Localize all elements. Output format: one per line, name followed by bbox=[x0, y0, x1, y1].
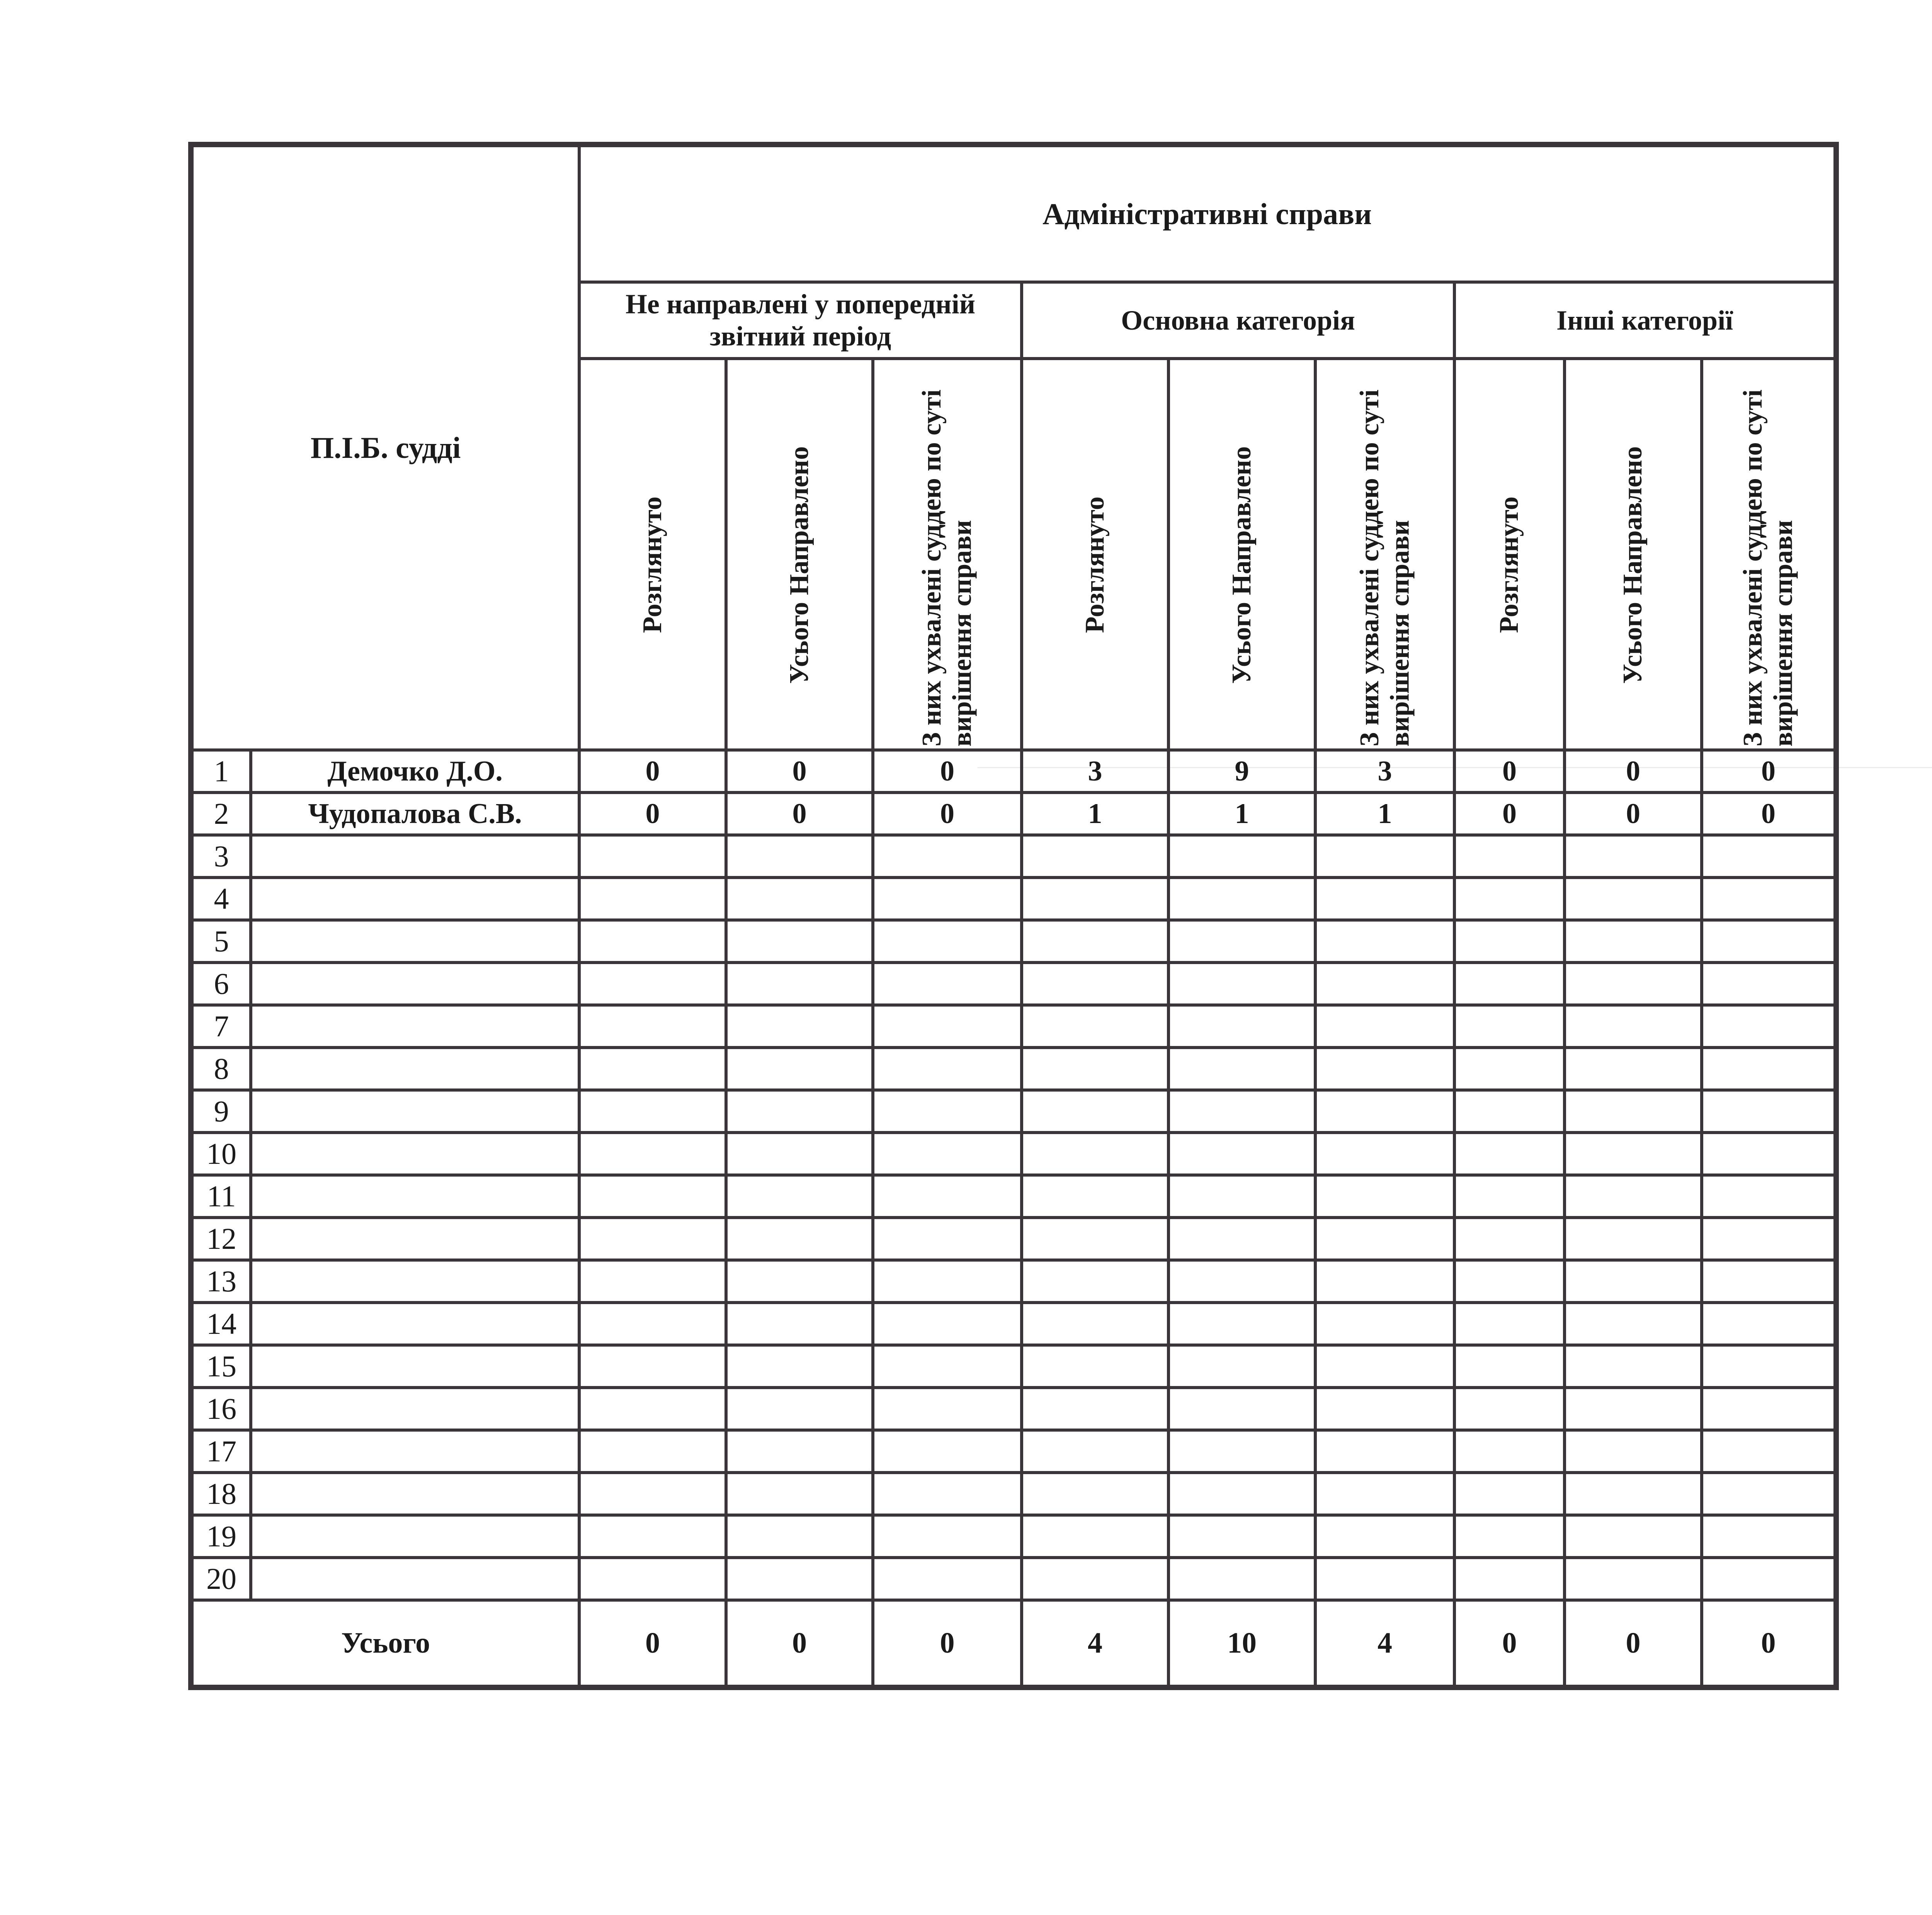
value-cell bbox=[726, 1473, 873, 1515]
value-cell bbox=[873, 1260, 1022, 1303]
value-cell: 1 bbox=[1168, 793, 1315, 835]
value-cell bbox=[1565, 835, 1702, 878]
value-cell bbox=[1315, 963, 1454, 1005]
value-cell bbox=[873, 1558, 1022, 1600]
value-cell bbox=[579, 1005, 726, 1048]
value-cell bbox=[1168, 1133, 1315, 1175]
value-cell bbox=[726, 1558, 873, 1600]
value-cell bbox=[1565, 1303, 1702, 1345]
value-cell bbox=[726, 1218, 873, 1260]
value-cell bbox=[579, 878, 726, 920]
row-number: 11 bbox=[191, 1175, 251, 1218]
value-cell bbox=[1315, 1430, 1454, 1473]
subgroup-header-other-categories: Інші категорії bbox=[1454, 282, 1836, 359]
value-cell bbox=[726, 963, 873, 1005]
judge-name bbox=[251, 1133, 579, 1175]
table-row bbox=[191, 1345, 1836, 1388]
value-cell bbox=[1315, 1345, 1454, 1388]
value-cell bbox=[1022, 920, 1168, 963]
row-number: 12 bbox=[191, 1218, 251, 1260]
total-value-cell: 0 bbox=[873, 1600, 1022, 1687]
judge-name bbox=[251, 1048, 579, 1090]
table-row bbox=[191, 793, 1836, 835]
value-cell bbox=[579, 1260, 726, 1303]
value-cell bbox=[1565, 1090, 1702, 1133]
value-cell bbox=[1168, 1303, 1315, 1345]
judge-name bbox=[251, 1345, 579, 1388]
value-cell bbox=[873, 1048, 1022, 1090]
judge-name bbox=[251, 835, 579, 878]
value-cell bbox=[873, 1388, 1022, 1430]
value-cell bbox=[873, 920, 1022, 963]
value-cell: 0 bbox=[1565, 793, 1702, 835]
value-cell bbox=[726, 1388, 873, 1430]
value-cell bbox=[579, 1175, 726, 1218]
value-cell: 0 bbox=[579, 750, 726, 793]
value-cell bbox=[1702, 1388, 1836, 1430]
value-cell bbox=[1454, 1090, 1565, 1133]
value-cell bbox=[1315, 1473, 1454, 1515]
row-number: 13 bbox=[191, 1260, 251, 1303]
column-header-total-sent: Усього Направлено bbox=[784, 446, 814, 684]
value-cell bbox=[1454, 1260, 1565, 1303]
table-row bbox=[191, 1048, 1836, 1090]
value-cell bbox=[1022, 1005, 1168, 1048]
value-cell: 0 bbox=[873, 793, 1022, 835]
column-header-decided-on-merits: З них ухвалені суддею по суті вирішення справи bbox=[1354, 389, 1415, 747]
column-header-reviewed: Розглянуто bbox=[1494, 497, 1524, 633]
judge-name bbox=[251, 1218, 579, 1260]
row-number: 17 bbox=[191, 1430, 251, 1473]
value-cell bbox=[1168, 1388, 1315, 1430]
value-cell bbox=[1702, 963, 1836, 1005]
table-row bbox=[191, 963, 1836, 1005]
value-cell bbox=[1315, 920, 1454, 963]
value-cell bbox=[1022, 1090, 1168, 1133]
value-cell bbox=[1168, 1515, 1315, 1558]
value-cell bbox=[1168, 920, 1315, 963]
column-header-decided-on-merits: З них ухвалені суддею по суті вирішення справи bbox=[917, 389, 977, 747]
value-cell bbox=[1168, 835, 1315, 878]
value-cell bbox=[873, 1218, 1022, 1260]
value-cell: 0 bbox=[1702, 750, 1836, 793]
total-label: Усього bbox=[191, 1600, 579, 1687]
value-cell bbox=[1454, 963, 1565, 1005]
value-cell bbox=[579, 1388, 726, 1430]
subgroup-header-main-category: Основна категорія bbox=[1022, 282, 1454, 359]
row-number: 18 bbox=[191, 1473, 251, 1515]
row-number: 19 bbox=[191, 1515, 251, 1558]
value-cell bbox=[726, 1430, 873, 1473]
value-cell bbox=[1315, 1175, 1454, 1218]
table-row bbox=[191, 1430, 1836, 1473]
value-cell bbox=[1565, 920, 1702, 963]
value-cell bbox=[726, 835, 873, 878]
value-cell bbox=[1565, 1558, 1702, 1600]
value-cell bbox=[1315, 1133, 1454, 1175]
value-cell bbox=[1454, 1430, 1565, 1473]
value-cell: 0 bbox=[726, 793, 873, 835]
value-cell bbox=[726, 1133, 873, 1175]
value-cell bbox=[1702, 878, 1836, 920]
value-cell bbox=[1022, 1515, 1168, 1558]
row-number: 5 bbox=[191, 920, 251, 963]
value-cell bbox=[1168, 1430, 1315, 1473]
column-header-reviewed: Розглянуто bbox=[1080, 497, 1110, 633]
column-header-reviewed: Розглянуто bbox=[637, 497, 667, 633]
value-cell bbox=[1565, 1218, 1702, 1260]
value-cell bbox=[579, 1090, 726, 1133]
value-cell: 0 bbox=[726, 750, 873, 793]
value-cell: 0 bbox=[579, 793, 726, 835]
row-number: 16 bbox=[191, 1388, 251, 1430]
value-cell bbox=[873, 1175, 1022, 1218]
judge-name bbox=[251, 1473, 579, 1515]
value-cell bbox=[1022, 963, 1168, 1005]
value-cell bbox=[1702, 1303, 1836, 1345]
judge-name bbox=[251, 1388, 579, 1430]
value-cell bbox=[1168, 1175, 1315, 1218]
row-number: 6 bbox=[191, 963, 251, 1005]
value-cell bbox=[873, 1430, 1022, 1473]
row-number: 14 bbox=[191, 1303, 251, 1345]
value-cell bbox=[1702, 920, 1836, 963]
value-cell bbox=[1168, 1558, 1315, 1600]
judge-name-header: П.І.Б. судді bbox=[191, 145, 579, 750]
value-cell bbox=[579, 963, 726, 1005]
column-header-total-sent: Усього Направлено bbox=[1618, 446, 1648, 684]
value-cell bbox=[1315, 1260, 1454, 1303]
judge-name bbox=[251, 963, 579, 1005]
table-row bbox=[191, 835, 1836, 878]
value-cell bbox=[1168, 1473, 1315, 1515]
row-number: 20 bbox=[191, 1558, 251, 1600]
value-cell bbox=[1315, 1090, 1454, 1133]
value-cell bbox=[726, 1260, 873, 1303]
value-cell bbox=[579, 1430, 726, 1473]
judge-name bbox=[251, 1515, 579, 1558]
value-cell bbox=[1022, 835, 1168, 878]
row-number: 3 bbox=[191, 835, 251, 878]
row-number: 15 bbox=[191, 1345, 251, 1388]
value-cell bbox=[1565, 963, 1702, 1005]
value-cell bbox=[579, 835, 726, 878]
value-cell: 0 bbox=[873, 750, 1022, 793]
column-header-total-sent: Усього Направлено bbox=[1226, 446, 1257, 684]
table-row bbox=[191, 878, 1836, 920]
table-row bbox=[191, 1388, 1836, 1430]
value-cell bbox=[1702, 1260, 1836, 1303]
judge-name: Чудопалова С.В. bbox=[251, 793, 579, 835]
value-cell bbox=[1168, 1218, 1315, 1260]
value-cell bbox=[726, 1175, 873, 1218]
value-cell bbox=[1315, 878, 1454, 920]
value-cell bbox=[1702, 1005, 1836, 1048]
value-cell bbox=[1022, 1473, 1168, 1515]
total-value-cell: 0 bbox=[1454, 1600, 1565, 1687]
table-row bbox=[191, 1303, 1836, 1345]
value-cell bbox=[726, 1090, 873, 1133]
row-number: 9 bbox=[191, 1090, 251, 1133]
value-cell bbox=[1454, 920, 1565, 963]
value-cell bbox=[579, 1218, 726, 1260]
value-cell bbox=[1022, 1388, 1168, 1430]
value-cell bbox=[1315, 1388, 1454, 1430]
value-cell: 0 bbox=[1565, 750, 1702, 793]
value-cell bbox=[726, 920, 873, 963]
row-number: 7 bbox=[191, 1005, 251, 1048]
value-cell bbox=[1022, 1218, 1168, 1260]
value-cell bbox=[1702, 1218, 1836, 1260]
value-cell bbox=[1022, 1558, 1168, 1600]
value-cell bbox=[1022, 1133, 1168, 1175]
value-cell bbox=[1702, 1090, 1836, 1133]
total-value-cell: 4 bbox=[1022, 1600, 1168, 1687]
value-cell: 9 bbox=[1168, 750, 1315, 793]
value-cell bbox=[1702, 1345, 1836, 1388]
column-header-decided-on-merits: З них ухвалені суддею по суті вирішення справи bbox=[1738, 389, 1798, 747]
value-cell bbox=[1454, 1558, 1565, 1600]
value-cell bbox=[1702, 1473, 1836, 1515]
value-cell bbox=[1168, 878, 1315, 920]
value-cell bbox=[1565, 1345, 1702, 1388]
subgroup-header-not-sent: Не направлені у попередній звітний період bbox=[579, 282, 1022, 359]
value-cell bbox=[1565, 1388, 1702, 1430]
value-cell bbox=[873, 963, 1022, 1005]
table-row bbox=[191, 1515, 1836, 1558]
judge-name bbox=[251, 1430, 579, 1473]
value-cell: 0 bbox=[1454, 793, 1565, 835]
value-cell bbox=[1315, 1515, 1454, 1558]
row-number: 4 bbox=[191, 878, 251, 920]
value-cell bbox=[873, 1090, 1022, 1133]
value-cell bbox=[1454, 1345, 1565, 1388]
value-cell bbox=[1454, 1048, 1565, 1090]
value-cell bbox=[726, 1048, 873, 1090]
value-cell bbox=[1454, 1303, 1565, 1345]
value-cell bbox=[579, 1558, 726, 1600]
value-cell bbox=[1565, 1515, 1702, 1558]
table-row bbox=[191, 1260, 1836, 1303]
judge-name bbox=[251, 1303, 579, 1345]
table-row bbox=[191, 1473, 1836, 1515]
total-value-cell: 0 bbox=[726, 1600, 873, 1687]
column-header-cell bbox=[1168, 359, 1315, 750]
table-row bbox=[191, 1090, 1836, 1133]
value-cell bbox=[1022, 878, 1168, 920]
row-number: 10 bbox=[191, 1133, 251, 1175]
value-cell bbox=[1565, 1048, 1702, 1090]
value-cell bbox=[1022, 1345, 1168, 1388]
table-row bbox=[191, 1218, 1836, 1260]
value-cell bbox=[873, 1473, 1022, 1515]
value-cell bbox=[726, 1515, 873, 1558]
judge-name bbox=[251, 1558, 579, 1600]
value-cell bbox=[579, 1515, 726, 1558]
row-number: 8 bbox=[191, 1048, 251, 1090]
value-cell bbox=[1565, 878, 1702, 920]
value-cell bbox=[1454, 1133, 1565, 1175]
value-cell bbox=[726, 878, 873, 920]
admin-cases-header: Адміністративні справи bbox=[579, 145, 1836, 282]
value-cell bbox=[579, 920, 726, 963]
judge-name bbox=[251, 1090, 579, 1133]
value-cell bbox=[1454, 1005, 1565, 1048]
value-cell: 3 bbox=[1022, 750, 1168, 793]
column-header-cell bbox=[1315, 359, 1454, 750]
column-header-cell bbox=[1702, 359, 1836, 750]
value-cell bbox=[873, 1345, 1022, 1388]
value-cell bbox=[1022, 1175, 1168, 1218]
value-cell bbox=[1454, 1515, 1565, 1558]
value-cell bbox=[726, 1005, 873, 1048]
table-row bbox=[191, 1558, 1836, 1600]
table-row bbox=[191, 1005, 1836, 1048]
row-number: 1 bbox=[191, 750, 251, 793]
value-cell: 1 bbox=[1315, 793, 1454, 835]
value-cell bbox=[1168, 1090, 1315, 1133]
value-cell bbox=[873, 1005, 1022, 1048]
total-value-cell: 4 bbox=[1315, 1600, 1454, 1687]
value-cell bbox=[1022, 1260, 1168, 1303]
judge-name bbox=[251, 1005, 579, 1048]
column-header-cell bbox=[873, 359, 1022, 750]
judge-name bbox=[251, 920, 579, 963]
table-row bbox=[191, 1133, 1836, 1175]
value-cell bbox=[1315, 1218, 1454, 1260]
value-cell bbox=[1022, 1048, 1168, 1090]
row-number: 2 bbox=[191, 793, 251, 835]
value-cell bbox=[1168, 963, 1315, 1005]
value-cell bbox=[873, 1515, 1022, 1558]
value-cell bbox=[1702, 835, 1836, 878]
column-header-cell bbox=[1454, 359, 1565, 750]
value-cell bbox=[579, 1473, 726, 1515]
value-cell bbox=[579, 1133, 726, 1175]
admin-cases-table bbox=[188, 142, 1839, 1690]
value-cell bbox=[1315, 1005, 1454, 1048]
table-row bbox=[191, 1175, 1836, 1218]
value-cell bbox=[1022, 1430, 1168, 1473]
value-cell bbox=[873, 1133, 1022, 1175]
column-header-cell bbox=[1565, 359, 1702, 750]
value-cell bbox=[1454, 878, 1565, 920]
value-cell bbox=[1702, 1175, 1836, 1218]
value-cell bbox=[1315, 1048, 1454, 1090]
value-cell bbox=[1565, 1005, 1702, 1048]
value-cell bbox=[1168, 1345, 1315, 1388]
table-row bbox=[191, 750, 1836, 793]
value-cell bbox=[1565, 1260, 1702, 1303]
value-cell bbox=[1168, 1048, 1315, 1090]
value-cell bbox=[1454, 1175, 1565, 1218]
total-row bbox=[191, 1600, 1836, 1687]
value-cell: 1 bbox=[1022, 793, 1168, 835]
value-cell bbox=[1454, 835, 1565, 878]
total-value-cell: 0 bbox=[1702, 1600, 1836, 1687]
value-cell bbox=[1565, 1175, 1702, 1218]
value-cell bbox=[726, 1345, 873, 1388]
value-cell bbox=[579, 1345, 726, 1388]
value-cell bbox=[1702, 1133, 1836, 1175]
value-cell: 0 bbox=[1454, 750, 1565, 793]
value-cell: 3 bbox=[1315, 750, 1454, 793]
value-cell bbox=[1702, 1048, 1836, 1090]
value-cell bbox=[1565, 1430, 1702, 1473]
total-value-cell: 0 bbox=[1565, 1600, 1702, 1687]
value-cell bbox=[579, 1048, 726, 1090]
value-cell bbox=[1022, 1303, 1168, 1345]
value-cell bbox=[726, 1303, 873, 1345]
column-header-cell bbox=[726, 359, 873, 750]
value-cell bbox=[1315, 1558, 1454, 1600]
value-cell bbox=[1702, 1558, 1836, 1600]
value-cell bbox=[1565, 1133, 1702, 1175]
value-cell bbox=[1315, 1303, 1454, 1345]
total-value-cell: 0 bbox=[579, 1600, 726, 1687]
value-cell bbox=[1315, 835, 1454, 878]
value-cell bbox=[1702, 1515, 1836, 1558]
column-header-cell bbox=[1022, 359, 1168, 750]
value-cell bbox=[873, 835, 1022, 878]
value-cell bbox=[873, 1303, 1022, 1345]
value-cell bbox=[1702, 1430, 1836, 1473]
value-cell bbox=[1454, 1388, 1565, 1430]
value-cell bbox=[1168, 1260, 1315, 1303]
judge-name: Демочко Д.О. bbox=[251, 750, 579, 793]
table-row bbox=[191, 920, 1836, 963]
value-cell bbox=[873, 878, 1022, 920]
judge-name bbox=[251, 1175, 579, 1218]
judge-name bbox=[251, 878, 579, 920]
value-cell bbox=[1454, 1218, 1565, 1260]
value-cell bbox=[1454, 1473, 1565, 1515]
column-header-cell bbox=[579, 359, 726, 750]
judge-name bbox=[251, 1260, 579, 1303]
value-cell: 0 bbox=[1702, 793, 1836, 835]
value-cell bbox=[579, 1303, 726, 1345]
total-value-cell: 10 bbox=[1168, 1600, 1315, 1687]
value-cell bbox=[1168, 1005, 1315, 1048]
value-cell bbox=[1565, 1473, 1702, 1515]
